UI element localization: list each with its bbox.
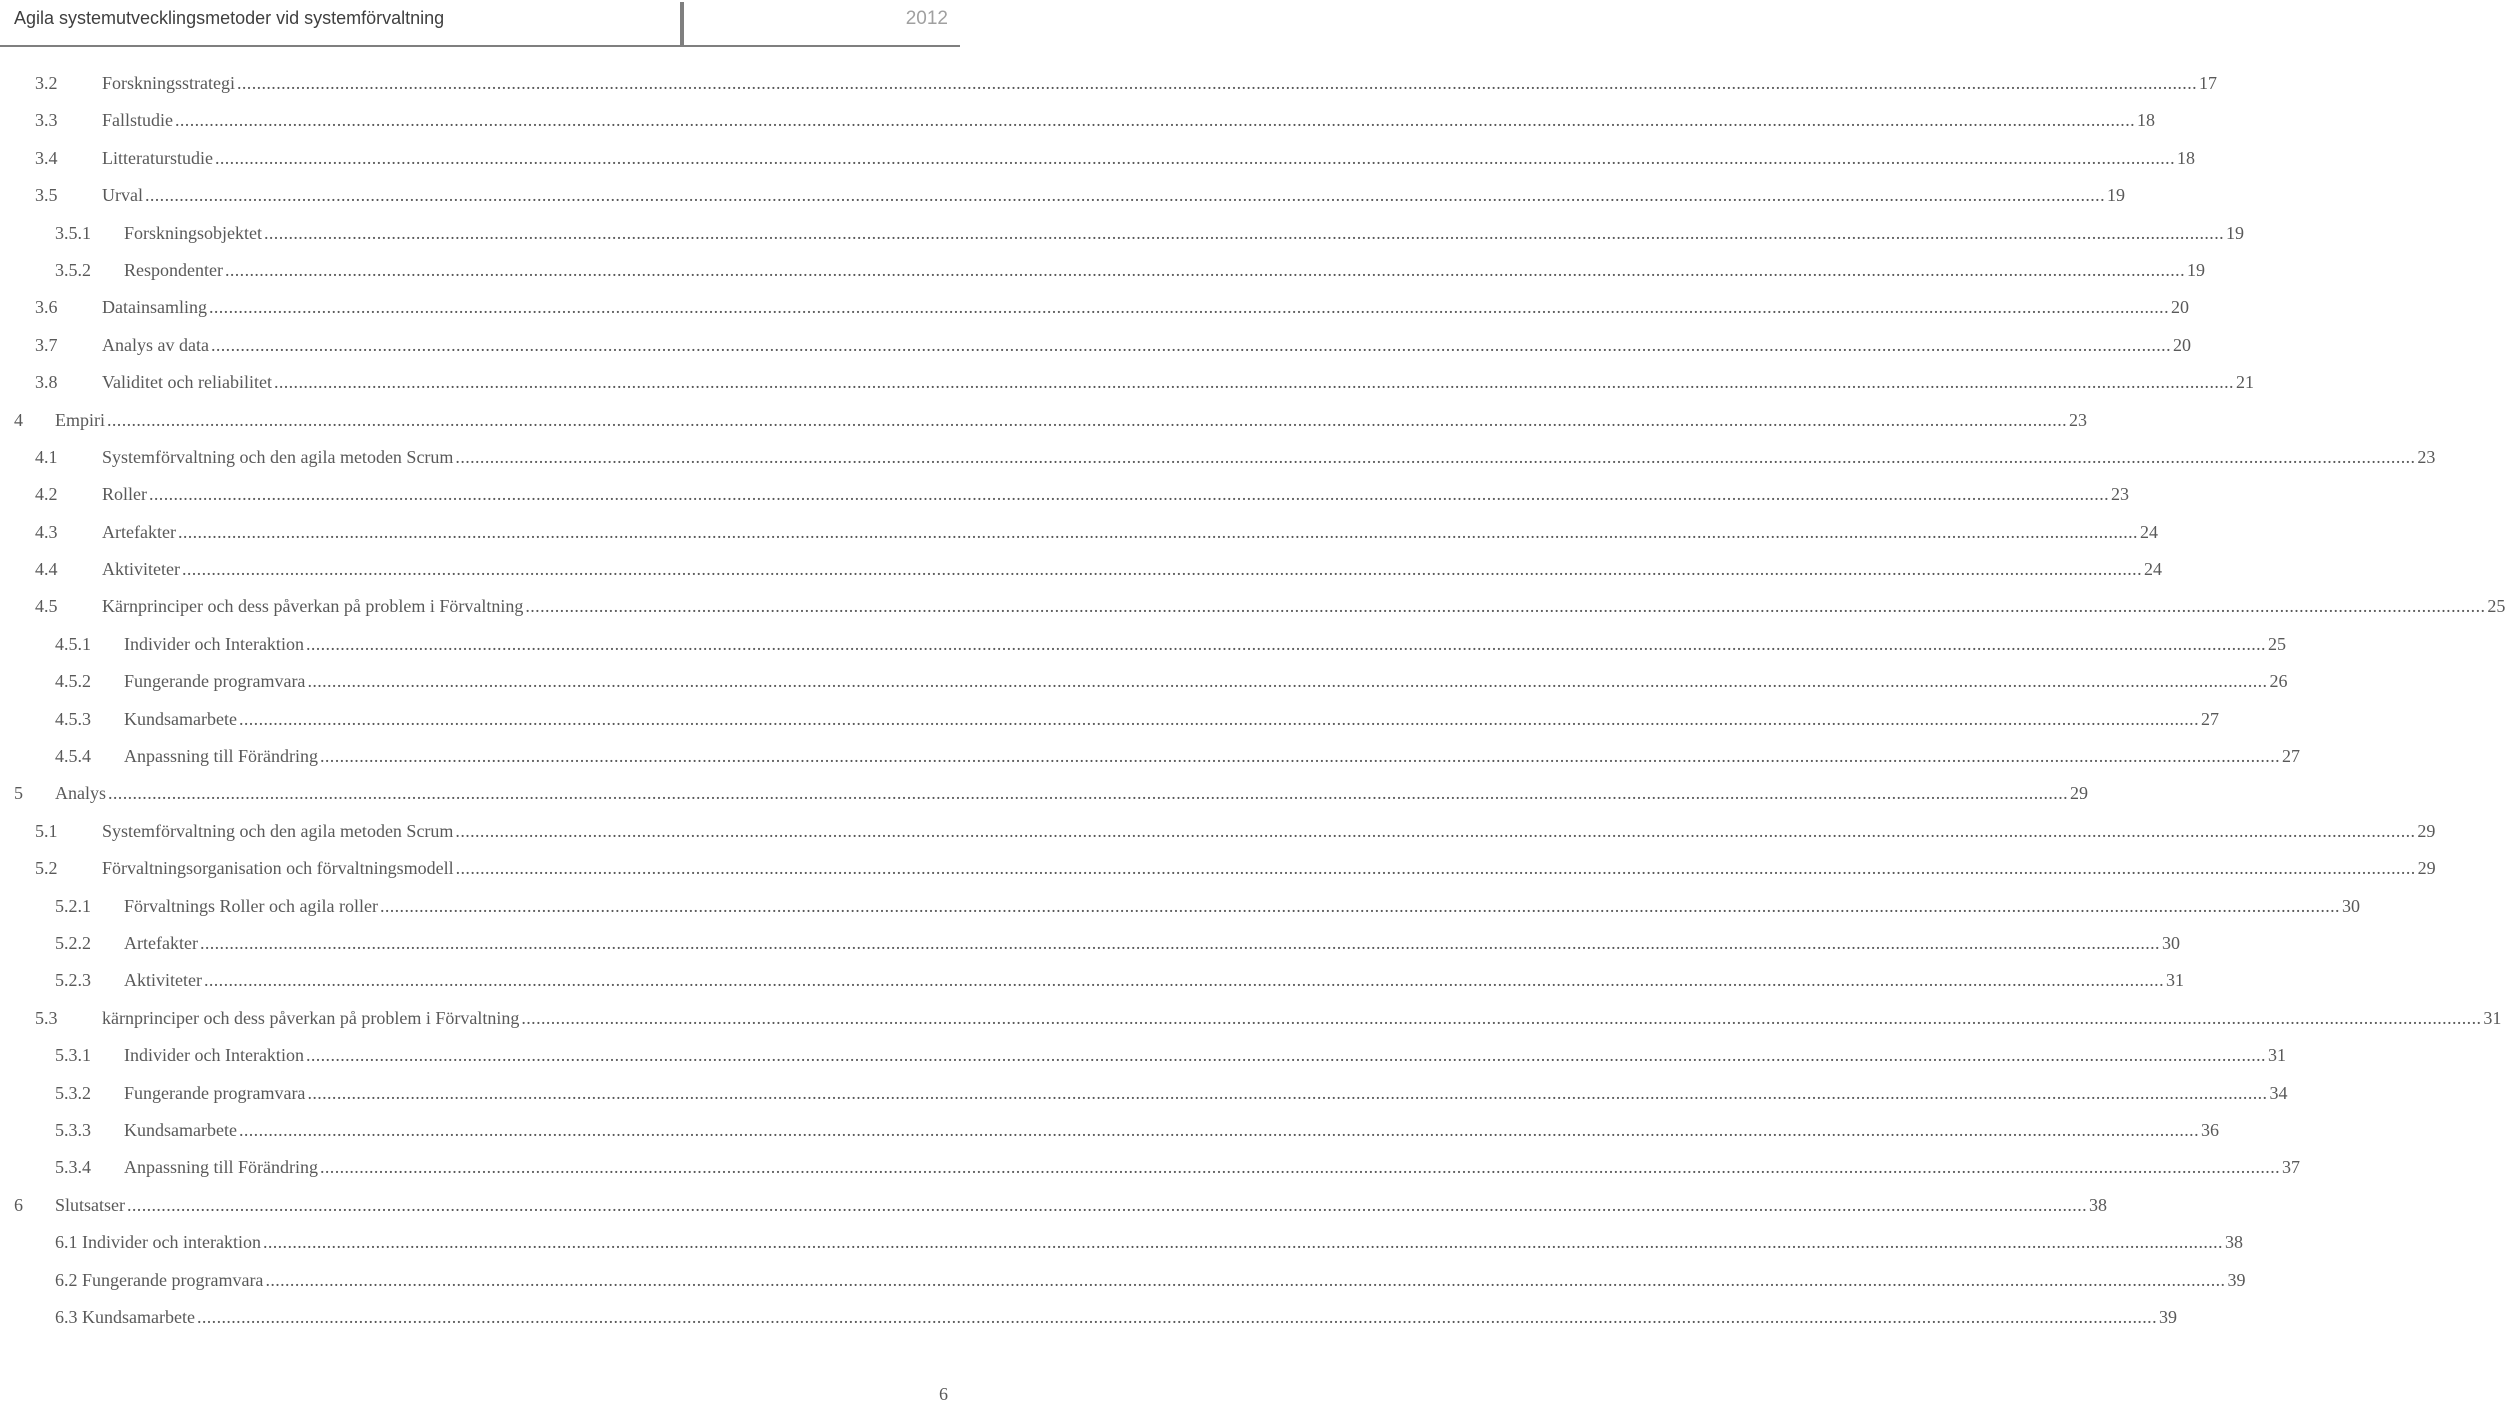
toc-entry-title: Analys bbox=[55, 783, 106, 804]
toc-entry[interactable] bbox=[0, 1075, 2288, 1112]
toc-entry-page: 20 bbox=[2172, 334, 2191, 355]
toc-entry-page: 23 bbox=[2417, 446, 2436, 467]
toc-entry-page: 37 bbox=[2282, 1157, 2300, 1178]
toc-entry[interactable] bbox=[0, 1187, 2107, 1224]
toc-entry-title: Slutsatser bbox=[55, 1194, 125, 1215]
toc-dot-leader: ................................................................................................................................................................................................................................................................................................................................................................................................................ bbox=[149, 484, 2109, 505]
page-number: 6 bbox=[939, 1384, 948, 1404]
toc-entry[interactable] bbox=[0, 1149, 2300, 1186]
toc-dot-leader: ................................................................................................................................................................................................................................................................................................................................................................................................................ bbox=[196, 1306, 2157, 1327]
toc-entry-title: 6.2 Fungerande programvara bbox=[55, 1269, 264, 1290]
toc-entry[interactable] bbox=[0, 813, 2436, 850]
toc-entry-title: Kundsamarbete bbox=[124, 1119, 237, 1140]
toc-entry-title: Systemförvaltning och den agila metoden Scrum bbox=[102, 446, 454, 467]
toc-entry-page: 26 bbox=[2269, 671, 2288, 692]
toc-entry-number: 5.3.1 bbox=[55, 1045, 91, 1066]
toc-dot-leader: ................................................................................................................................................................................................................................................................................................................................................................................................................ bbox=[525, 596, 2486, 617]
toc-entry-number: 3.4 bbox=[35, 147, 58, 168]
toc-entry-number: 3.8 bbox=[35, 372, 58, 393]
toc-entry-number: 4.5.2 bbox=[55, 671, 91, 692]
toc-entry-number: 4.5.4 bbox=[55, 746, 91, 767]
toc-entry-number: 5.2.3 bbox=[55, 970, 91, 991]
toc-entry-number: 3.7 bbox=[35, 334, 58, 355]
table-of-contents bbox=[0, 65, 2505, 1336]
document-year: 2012 bbox=[905, 8, 948, 29]
toc-entry-number: 5.1 bbox=[35, 820, 58, 841]
toc-entry-page: 27 bbox=[2282, 746, 2300, 767]
toc-entry-page: 34 bbox=[2269, 1082, 2288, 1103]
toc-entry-title: Förvaltningsorganisation och förvaltningsmodell bbox=[102, 858, 454, 879]
toc-entry[interactable] bbox=[0, 439, 2436, 476]
toc-entry[interactable] bbox=[0, 588, 2505, 625]
toc-entry[interactable] bbox=[0, 551, 2162, 588]
toc-entry[interactable] bbox=[0, 925, 2180, 962]
toc-entry-title: Fungerande programvara bbox=[124, 1082, 306, 1103]
toc-entry-number: 5.2 bbox=[35, 858, 58, 879]
toc-dot-leader: ................................................................................................................................................................................................................................................................................................................................................................................................................ bbox=[455, 446, 2416, 467]
toc-dot-leader: ................................................................................................................................................................................................................................................................................................................................................................................................................ bbox=[108, 783, 2068, 804]
toc-dot-leader: ................................................................................................................................................................................................................................................................................................................................................................................................................ bbox=[199, 932, 2160, 953]
toc-entry-title: Respondenter bbox=[124, 259, 223, 280]
toc-entry[interactable] bbox=[0, 850, 2436, 887]
toc-dot-leader: ................................................................................................................................................................................................................................................................................................................................................................................................................ bbox=[208, 297, 2169, 318]
toc-dot-leader: ................................................................................................................................................................................................................................................................................................................................................................................................................ bbox=[521, 1007, 2482, 1028]
toc-entry-number: 3.3 bbox=[35, 110, 58, 131]
toc-entry[interactable] bbox=[0, 1112, 2219, 1149]
toc-entry-page: 18 bbox=[2137, 110, 2155, 131]
toc-entry-title: Anpassning till Förändring bbox=[124, 1157, 318, 1178]
toc-dot-leader: ................................................................................................................................................................................................................................................................................................................................................................................................................ bbox=[320, 1157, 2280, 1178]
toc-entry-number: 3.6 bbox=[35, 297, 58, 318]
toc-entry-number: 4.4 bbox=[35, 559, 58, 580]
toc-entry[interactable] bbox=[0, 1000, 2502, 1037]
toc-entry-number: 3.5 bbox=[35, 185, 58, 206]
toc-entry-title: Fungerande programvara bbox=[124, 671, 306, 692]
toc-entry-number: 5.3 bbox=[35, 1007, 58, 1028]
toc-entry-page: 31 bbox=[2483, 1007, 2502, 1028]
toc-entry-number: 5.2.1 bbox=[55, 895, 91, 916]
toc-entry[interactable] bbox=[0, 1037, 2286, 1074]
toc-entry-page: 24 bbox=[2143, 559, 2162, 580]
toc-entry-title: Aktiviteter bbox=[124, 970, 202, 991]
toc-entry-number: 4.5 bbox=[35, 596, 58, 617]
toc-entry-page: 24 bbox=[2139, 521, 2158, 542]
toc-entry-number: 4.2 bbox=[35, 484, 58, 505]
toc-entry-page: 39 bbox=[2158, 1306, 2177, 1327]
toc-dot-leader: ................................................................................................................................................................................................................................................................................................................................................................................................................ bbox=[305, 1045, 2266, 1066]
toc-entry-page: 20 bbox=[2170, 297, 2189, 318]
toc-dot-leader: ................................................................................................................................................................................................................................................................................................................................................................................................................ bbox=[144, 185, 2105, 206]
toc-entry-number: 4.5.3 bbox=[55, 708, 91, 729]
toc-entry-page: 29 bbox=[2070, 783, 2088, 804]
toc-entry-title: Individer och Interaktion bbox=[124, 1045, 304, 1066]
toc-entry-page: 27 bbox=[2200, 708, 2219, 729]
toc-entry-title: 6.3 Kundsamarbete bbox=[55, 1306, 195, 1327]
toc-entry-title: Artefakter bbox=[124, 932, 198, 953]
toc-dot-leader: ................................................................................................................................................................................................................................................................................................................................................................................................................ bbox=[320, 746, 2280, 767]
toc-entry-page: 31 bbox=[2165, 970, 2184, 991]
toc-entry-title: Systemförvaltning och den agila metoden Scrum bbox=[102, 820, 454, 841]
toc-entry-number: 6 bbox=[14, 1194, 23, 1215]
toc-entry[interactable] bbox=[0, 289, 2189, 326]
toc-dot-leader: ................................................................................................................................................................................................................................................................................................................................................................................................................ bbox=[262, 1232, 2223, 1253]
toc-entry[interactable] bbox=[0, 402, 2087, 439]
toc-entry[interactable] bbox=[0, 514, 2158, 551]
header-divider bbox=[680, 2, 684, 46]
toc-entry-title: 6.1 Individer och interaktion bbox=[55, 1232, 261, 1253]
toc-entry-page: 19 bbox=[2106, 185, 2125, 206]
toc-entry[interactable] bbox=[0, 738, 2300, 775]
toc-entry-title: Litteraturstudie bbox=[102, 147, 213, 168]
toc-dot-leader: ................................................................................................................................................................................................................................................................................................................................................................................................................ bbox=[238, 1119, 2199, 1140]
toc-entry[interactable] bbox=[0, 215, 2244, 252]
toc-entry-page: 29 bbox=[2417, 820, 2436, 841]
toc-dot-leader: ................................................................................................................................................................................................................................................................................................................................................................................................................ bbox=[237, 73, 2197, 93]
toc-entry[interactable] bbox=[0, 888, 2360, 925]
toc-entry-title: Förvaltnings Roller och agila roller bbox=[124, 895, 378, 916]
toc-dot-leader: ................................................................................................................................................................................................................................................................................................................................................................................................................ bbox=[264, 222, 2224, 243]
toc-entry-title: Roller bbox=[102, 484, 147, 505]
toc-entry-page: 36 bbox=[2200, 1119, 2219, 1140]
toc-entry-title: Kärnprinciper och dess påverkan på problem i Förvaltning bbox=[102, 596, 524, 617]
toc-entry-number: 3.5.2 bbox=[55, 259, 91, 280]
toc-dot-leader: ................................................................................................................................................................................................................................................................................................................................................................................................................ bbox=[107, 409, 2067, 430]
toc-entry-page: 30 bbox=[2341, 895, 2360, 916]
toc-dot-leader: ................................................................................................................................................................................................................................................................................................................................................................................................................ bbox=[214, 147, 2175, 168]
toc-entry-page: 38 bbox=[2224, 1232, 2243, 1253]
toc-entry-number: 4.3 bbox=[35, 521, 58, 542]
toc-entry-page: 18 bbox=[2176, 147, 2195, 168]
toc-entry-page: 38 bbox=[2089, 1194, 2107, 1215]
toc-entry-page: 19 bbox=[2226, 222, 2244, 243]
toc-dot-leader: ................................................................................................................................................................................................................................................................................................................................................................................................................ bbox=[203, 970, 2164, 991]
toc-entry-page: 17 bbox=[2199, 73, 2217, 93]
toc-dot-leader: ................................................................................................................................................................................................................................................................................................................................................................................................................ bbox=[127, 1194, 2087, 1215]
toc-entry-title: Datainsamling bbox=[102, 297, 207, 318]
toc-entry-page: 23 bbox=[2111, 484, 2129, 505]
header-rule bbox=[0, 45, 960, 47]
toc-entry-number: 5.3.3 bbox=[55, 1119, 91, 1140]
toc-entry-number: 5.3.4 bbox=[55, 1157, 91, 1178]
toc-entry[interactable] bbox=[0, 701, 2219, 738]
toc-entry[interactable] bbox=[0, 962, 2184, 999]
toc-entry[interactable] bbox=[0, 65, 2217, 102]
toc-entry-page: 39 bbox=[2227, 1269, 2246, 1290]
toc-entry[interactable] bbox=[0, 775, 2088, 812]
toc-dot-leader: ................................................................................................................................................................................................................................................................................................................................................................................................................ bbox=[181, 559, 2142, 580]
toc-entry-page: 30 bbox=[2161, 932, 2180, 953]
toc-entry-number: 5.3.2 bbox=[55, 1082, 91, 1103]
toc-entry-title: Urval bbox=[102, 185, 143, 206]
toc-entry[interactable] bbox=[0, 177, 2125, 214]
toc-entry-title: Aktiviteter bbox=[102, 559, 180, 580]
toc-entry-page: 31 bbox=[2267, 1045, 2286, 1066]
toc-dot-leader: ................................................................................................................................................................................................................................................................................................................................................................................................................ bbox=[175, 110, 2135, 131]
toc-dot-leader: ................................................................................................................................................................................................................................................................................................................................................................................................................ bbox=[238, 708, 2199, 729]
toc-entry-title: Kundsamarbete bbox=[124, 708, 237, 729]
toc-entry-page: 29 bbox=[2417, 858, 2436, 879]
document-title: Agila systemutvecklingsmetoder vid systemförvaltning bbox=[14, 8, 445, 28]
toc-entry-page: 25 bbox=[2267, 633, 2286, 654]
toc-entry-title: Forskningsobjektet bbox=[124, 222, 262, 243]
toc-entry-title: Individer och Interaktion bbox=[124, 633, 304, 654]
toc-entry[interactable] bbox=[0, 140, 2195, 177]
toc-entry-page: 19 bbox=[2186, 259, 2205, 280]
toc-entry[interactable] bbox=[0, 1262, 2246, 1299]
page-header bbox=[0, 0, 960, 46]
toc-entry-page: 25 bbox=[2487, 596, 2505, 617]
toc-entry-number: 3.5.1 bbox=[55, 222, 91, 243]
toc-dot-leader: ................................................................................................................................................................................................................................................................................................................................................................................................................ bbox=[455, 858, 2416, 879]
toc-entry[interactable] bbox=[0, 626, 2286, 663]
toc-entry[interactable] bbox=[0, 663, 2288, 700]
toc-entry-page: 23 bbox=[2069, 409, 2087, 430]
toc-dot-leader: ................................................................................................................................................................................................................................................................................................................................................................................................................ bbox=[307, 1082, 2268, 1103]
toc-entry-number: 4.5.1 bbox=[55, 633, 91, 654]
toc-dot-leader: ................................................................................................................................................................................................................................................................................................................................................................................................................ bbox=[273, 372, 2234, 393]
toc-entry-number: 3.2 bbox=[35, 73, 58, 93]
toc-dot-leader: ................................................................................................................................................................................................................................................................................................................................................................................................................ bbox=[224, 259, 2185, 280]
toc-dot-leader: ................................................................................................................................................................................................................................................................................................................................................................................................................ bbox=[379, 895, 2340, 916]
toc-entry-number: 4.1 bbox=[35, 446, 58, 467]
toc-entry[interactable] bbox=[0, 327, 2191, 364]
toc-entry[interactable] bbox=[0, 1224, 2243, 1261]
toc-entry[interactable] bbox=[0, 102, 2155, 139]
toc-dot-leader: ................................................................................................................................................................................................................................................................................................................................................................................................................ bbox=[307, 671, 2268, 692]
toc-dot-leader: ................................................................................................................................................................................................................................................................................................................................................................................................................ bbox=[265, 1269, 2226, 1290]
toc-entry-number: 5.2.2 bbox=[55, 932, 91, 953]
toc-entry-title: Analys av data bbox=[102, 334, 209, 355]
toc-entry-title: kärnprinciper och dess påverkan på problem i Förvaltning bbox=[102, 1007, 520, 1028]
toc-entry-title: Anpassning till Förändring bbox=[124, 746, 318, 767]
toc-dot-leader: ................................................................................................................................................................................................................................................................................................................................................................................................................ bbox=[455, 820, 2416, 841]
toc-entry[interactable] bbox=[0, 252, 2205, 289]
toc-entry-page: 21 bbox=[2235, 372, 2254, 393]
toc-entry[interactable] bbox=[0, 364, 2254, 401]
toc-entry-number: 4 bbox=[14, 409, 23, 430]
toc-entry[interactable] bbox=[0, 1299, 2177, 1336]
toc-dot-leader: ................................................................................................................................................................................................................................................................................................................................................................................................................ bbox=[210, 334, 2171, 355]
toc-dot-leader: ................................................................................................................................................................................................................................................................................................................................................................................................................ bbox=[305, 633, 2266, 654]
toc-entry[interactable] bbox=[0, 476, 2129, 513]
toc-entry-title: Artefakter bbox=[102, 521, 176, 542]
toc-entry-title: Validitet och reliabilitet bbox=[102, 372, 272, 393]
toc-entry-title: Empiri bbox=[55, 409, 105, 430]
toc-entry-title: Forskningsstrategi bbox=[102, 73, 235, 93]
toc-entry-number: 5 bbox=[14, 783, 23, 804]
toc-dot-leader: ................................................................................................................................................................................................................................................................................................................................................................................................................ bbox=[177, 521, 2138, 542]
toc-entry-title: Fallstudie bbox=[102, 110, 173, 131]
